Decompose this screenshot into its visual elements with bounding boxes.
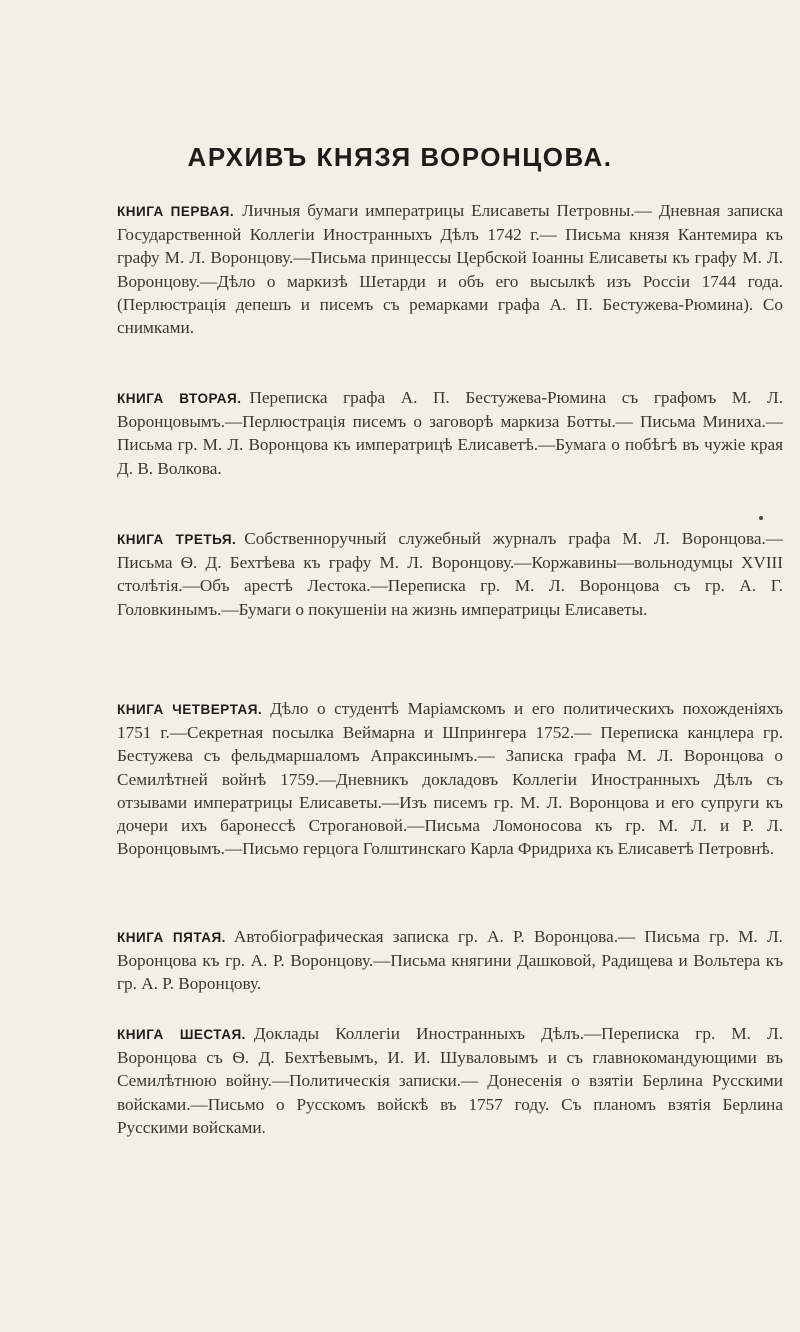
book-label: КНИГА ПЕРВАЯ.: [117, 204, 235, 219]
book-section-6: [117, 1022, 783, 1139]
page-title: АРХИВЪ КНЯЗЯ ВОРОНЦОВА.: [187, 142, 613, 172]
book-label: КНИГА ВТОРАЯ.: [117, 391, 242, 406]
book-section-2: [117, 386, 783, 480]
book-section-5: [117, 925, 783, 996]
book-label: КНИГА ЧЕТВЕРТАЯ.: [117, 702, 263, 717]
book-text: Переписка графа А. П. Бестужева-Рюмина съ графомъ М. Л. Воронцовымъ.—Перлюстрація писемъ о заговорѣ маркиза Ботты.— Письма Миниха.—Письма гр. М. Л. Воронцова къ императрицѣ Елисаветѣ.—Бумага о побѣгѣ въ чужіе края Д. В. Волкова.: [117, 388, 783, 478]
book-section-1: [117, 199, 783, 339]
book-text: Автобіографическая записка гр. А. Р. Воронцова.— Письма гр. М. Л. Воронцова къ гр. А. Р. Воронцову.—Письма княгини Дашковой, Радищева и Вольтера къ гр. А. Р. Воронцову.: [117, 927, 783, 994]
book-label: КНИГА ШЕСТАЯ.: [117, 1027, 246, 1042]
book-section-4: [117, 697, 783, 860]
book-label: КНИГА ТРЕТЬЯ.: [117, 532, 237, 547]
book-label: КНИГА ПЯТАЯ.: [117, 930, 226, 945]
book-text: Дѣло о студентѣ Маріамскомъ и его политическихъ похожденіяхъ 1751 г.—Секретная посылка Веймарна и Шпрингера 1752.— Переписка канцлера гр. Бестужева съ фельдмаршаломъ Апраксинымъ.— Записка графа М. Л. Воронцова о Семилѣтней войнѣ 1759.—Дневникъ докладовъ Коллегіи Иностранныхъ Дѣлъ съ отзывами императрицы Елисаветы.—Изъ писемъ гр. М. Л. Воронцова и его супруги къ дочери ихъ баронессѣ Строгановой.—Письма Ломоносова къ гр. М. Л. и Р. Л. Воронцовымъ.—Письмо герцога Голштинскаго Карла Фридриха къ Елисаветѣ Петровнѣ.: [117, 699, 783, 859]
book-text: Доклады Коллегіи Иностранныхъ Дѣлъ.—Переписка гр. М. Л. Воронцова съ Ѳ. Д. Бехтѣевымъ, И. И. Шуваловымъ и съ главнокомандующими въ Семилѣтнюю войну.—Политическія записки.— Донесенія о взятіи Берлина Русскими войсками.—Письмо о Русскомъ войскѣ въ 1757 году. Съ планомъ взятія Берлина Русскими войсками.: [117, 1024, 784, 1137]
book-text: Собственноручный служебный журналъ графа М. Л. Воронцова.—Письма Ѳ. Д. Бехтѣева къ графу М. Л. Воронцову.—Коржавины—вольнодумцы XVIII столѣтія.—Объ арестѣ Лестока.—Переписка гр. М. Л. Воронцова съ гр. А. Г. Головкинымъ.—Бумаги о покушеніи на жизнь императрицы Елисаветы.: [117, 529, 783, 619]
book-text: Личныя бумаги императрицы Елисаветы Петровны.— Дневная записка Государственной Коллегіи Иностранныхъ Дѣлъ 1742 г.— Письма князя Кантемира къ графу М. Л. Воронцову.—Письма принцессы Цербской Іоанны Елисаветы къ графу М. Л. Воронцову.—Дѣло о маркизѣ Шетарди и объ его высылкѣ изъ Россіи 1744 года. (Перлюстрація депешъ и писемъ съ ремарками графа А. П. Бестужева-Рюмина). Со снимками.: [117, 201, 783, 338]
book-section-3: [117, 527, 783, 621]
print-speck: [759, 516, 763, 520]
